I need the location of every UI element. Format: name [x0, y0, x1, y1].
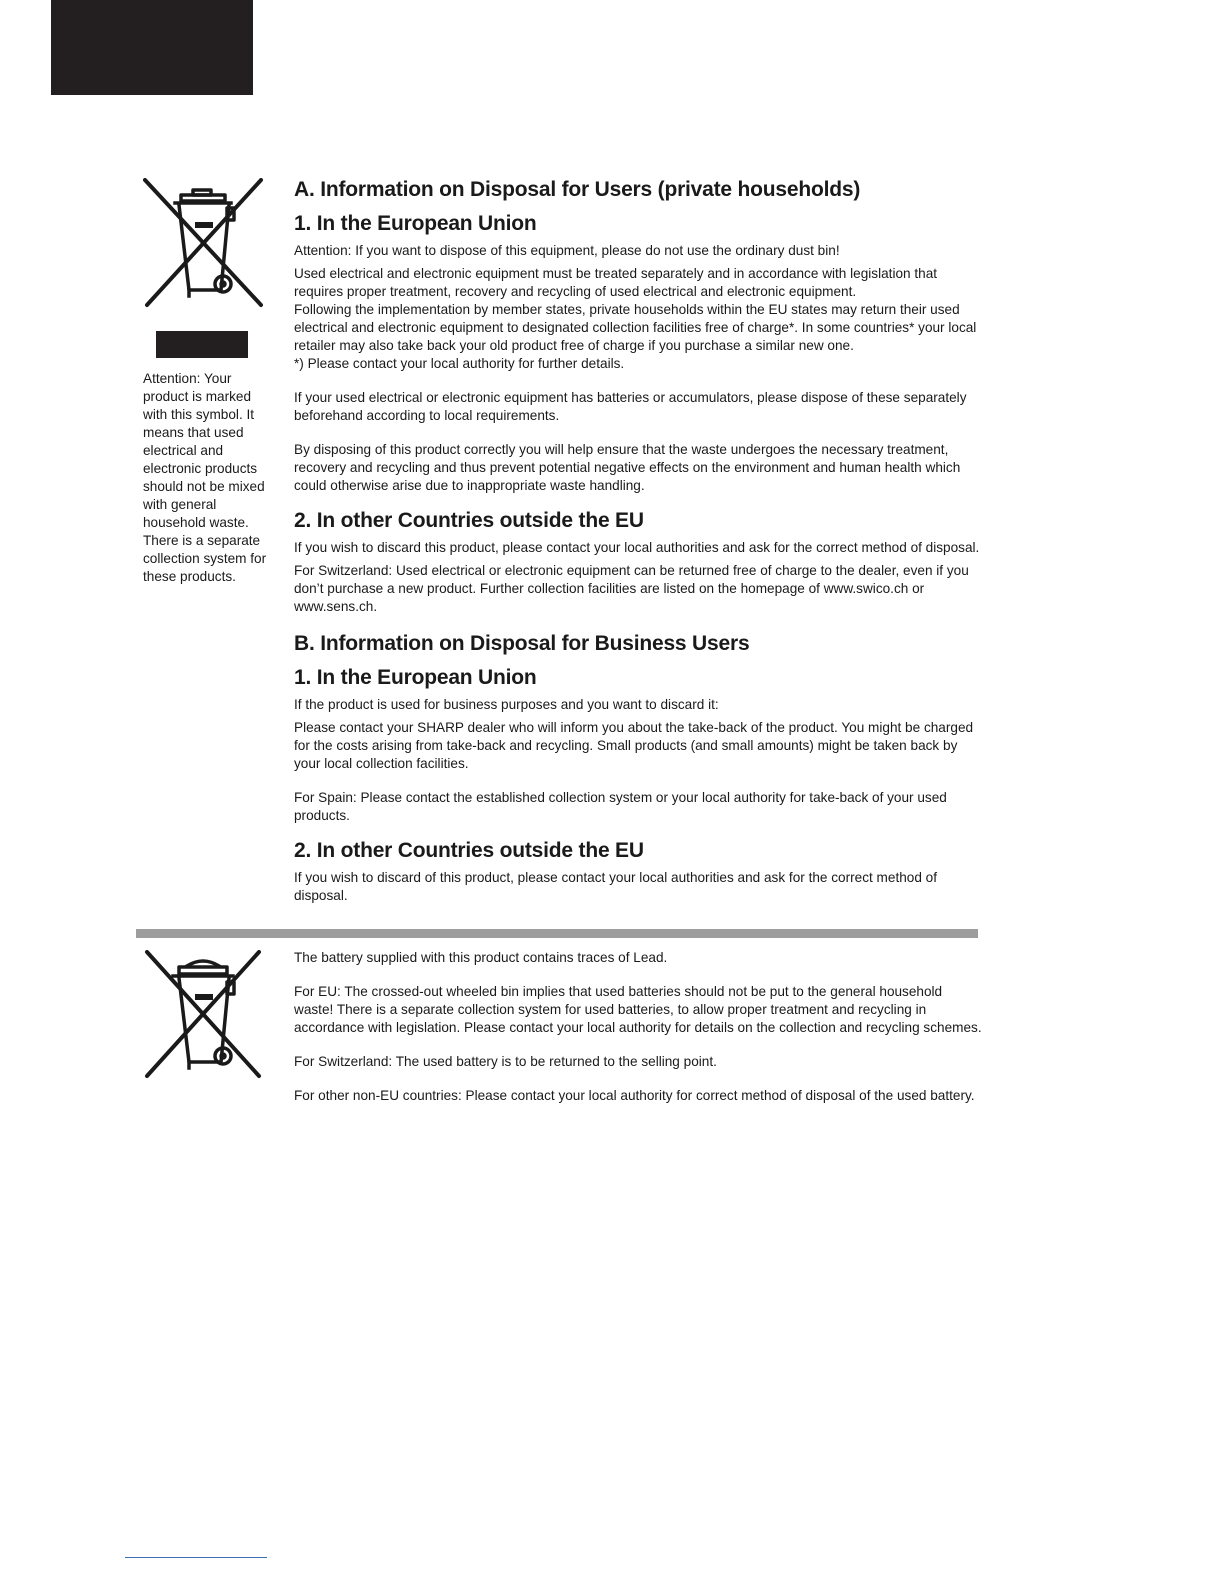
disposal-information [294, 176, 984, 910]
section-b-eu-paragraph: Please contact your SHARP dealer who will inform you about the take-back of the product. You might be charged for the costs arising from take-back and recycling. Small products (and small amounts) might be taken back by your local collection facilities. [294, 720, 974, 771]
battery-paragraph: For Switzerland: The used battery is to be returned to the selling point. [294, 1054, 717, 1069]
battery-paragraph: For EU: The crossed-out wheeled bin implies that used batteries should not be put to the general household waste! There is a separate collection system for used batteries, to allow proper treatment and recycling in accordance with legislation. Please contact your local authority for details on the collection and recycling schemes. [294, 984, 982, 1035]
section-a-other-paragraph: If you wish to discard this product, please contact your local authorities and ask for the correct method of disposal. [294, 540, 980, 555]
section-a-eu-paragraph: Used electrical and electronic equipment must be treated separately and in accordance with legislation that requires proper treatment, recovery and recycling of used electrical and electronic equipment. [294, 266, 938, 299]
section-b-other-heading: 2. In other Countries outside the EU [294, 839, 644, 862]
battery-disposal-information [294, 949, 984, 1121]
sidebar-attention-note: Attention: Your product is marked with this symbol. It means that used electrical and electronic products should not be mixed with general household waste. There is a separate collection system for these products. [143, 371, 267, 584]
section-a-eu-heading: 1. In the European Union [294, 212, 537, 235]
section-a-other-heading: 2. In other Countries outside the EU [294, 509, 644, 532]
section-a-eu-paragraph: If your used electrical or electronic equipment has batteries or accumulators, please dispose of these separately beforehand according to local requirements. [294, 390, 967, 423]
section-a-eu-attention: Attention: If you want to dispose of this equipment, please do not use the ordinary dust bin! [294, 243, 840, 258]
section-a-other-paragraph: For Switzerland: Used electrical or electronic equipment can be returned free of charge to the dealer, even if you don’t purchase a new product. Further collection facilities are listed on the homepage of www.swico.ch or www.sens.ch. [294, 563, 969, 614]
section-a-eu-paragraph: By disposing of this product correctly you will help ensure that the waste undergoes the necessary treatment, recovery and recycling and thus prevent potential negative effects on the environment and human health which could otherwise arise due to inappropriate waste handling. [294, 442, 961, 493]
section-a-eu-footnote: *) Please contact your local authority for further details. [294, 356, 625, 371]
section-b-eu-heading: 1. In the European Union [294, 666, 537, 689]
section-a-eu-paragraph: Following the implementation by member states, private households within the EU states may return their used electrical and electronic equipment to designated collection facilities free of charge*. In some countries* your local retailer may also take back your old product free of charge if you purchase a similar new one. [294, 302, 977, 353]
section-b-eu-paragraph: If the product is used for business purposes and you want to discard it: [294, 697, 719, 712]
section-b-eu-paragraph: For Spain: Please contact the established collection system or your local authority for take-back of your used products. [294, 790, 947, 823]
crossed-out-wheelie-bin-icon [143, 178, 263, 308]
crossed-out-wheelie-bin-icon [143, 950, 263, 1080]
corner-tab-block [51, 0, 253, 95]
marking-bar [156, 331, 248, 358]
battery-paragraph: For other non-EU countries: Please contact your local authority for correct method of disposal of the used battery. [294, 1088, 975, 1103]
section-b-title: B. Information on Disposal for Business Users [294, 632, 750, 655]
section-b-other-paragraph: If you wish to discard of this product, please contact your local authorities and ask for the correct method of disposal. [294, 870, 938, 903]
battery-paragraph: The battery supplied with this product contains traces of Lead. [294, 950, 668, 965]
footer-rule [125, 1557, 267, 1558]
section-a-title: A. Information on Disposal for Users (private households) [294, 178, 861, 201]
section-divider [136, 929, 978, 938]
